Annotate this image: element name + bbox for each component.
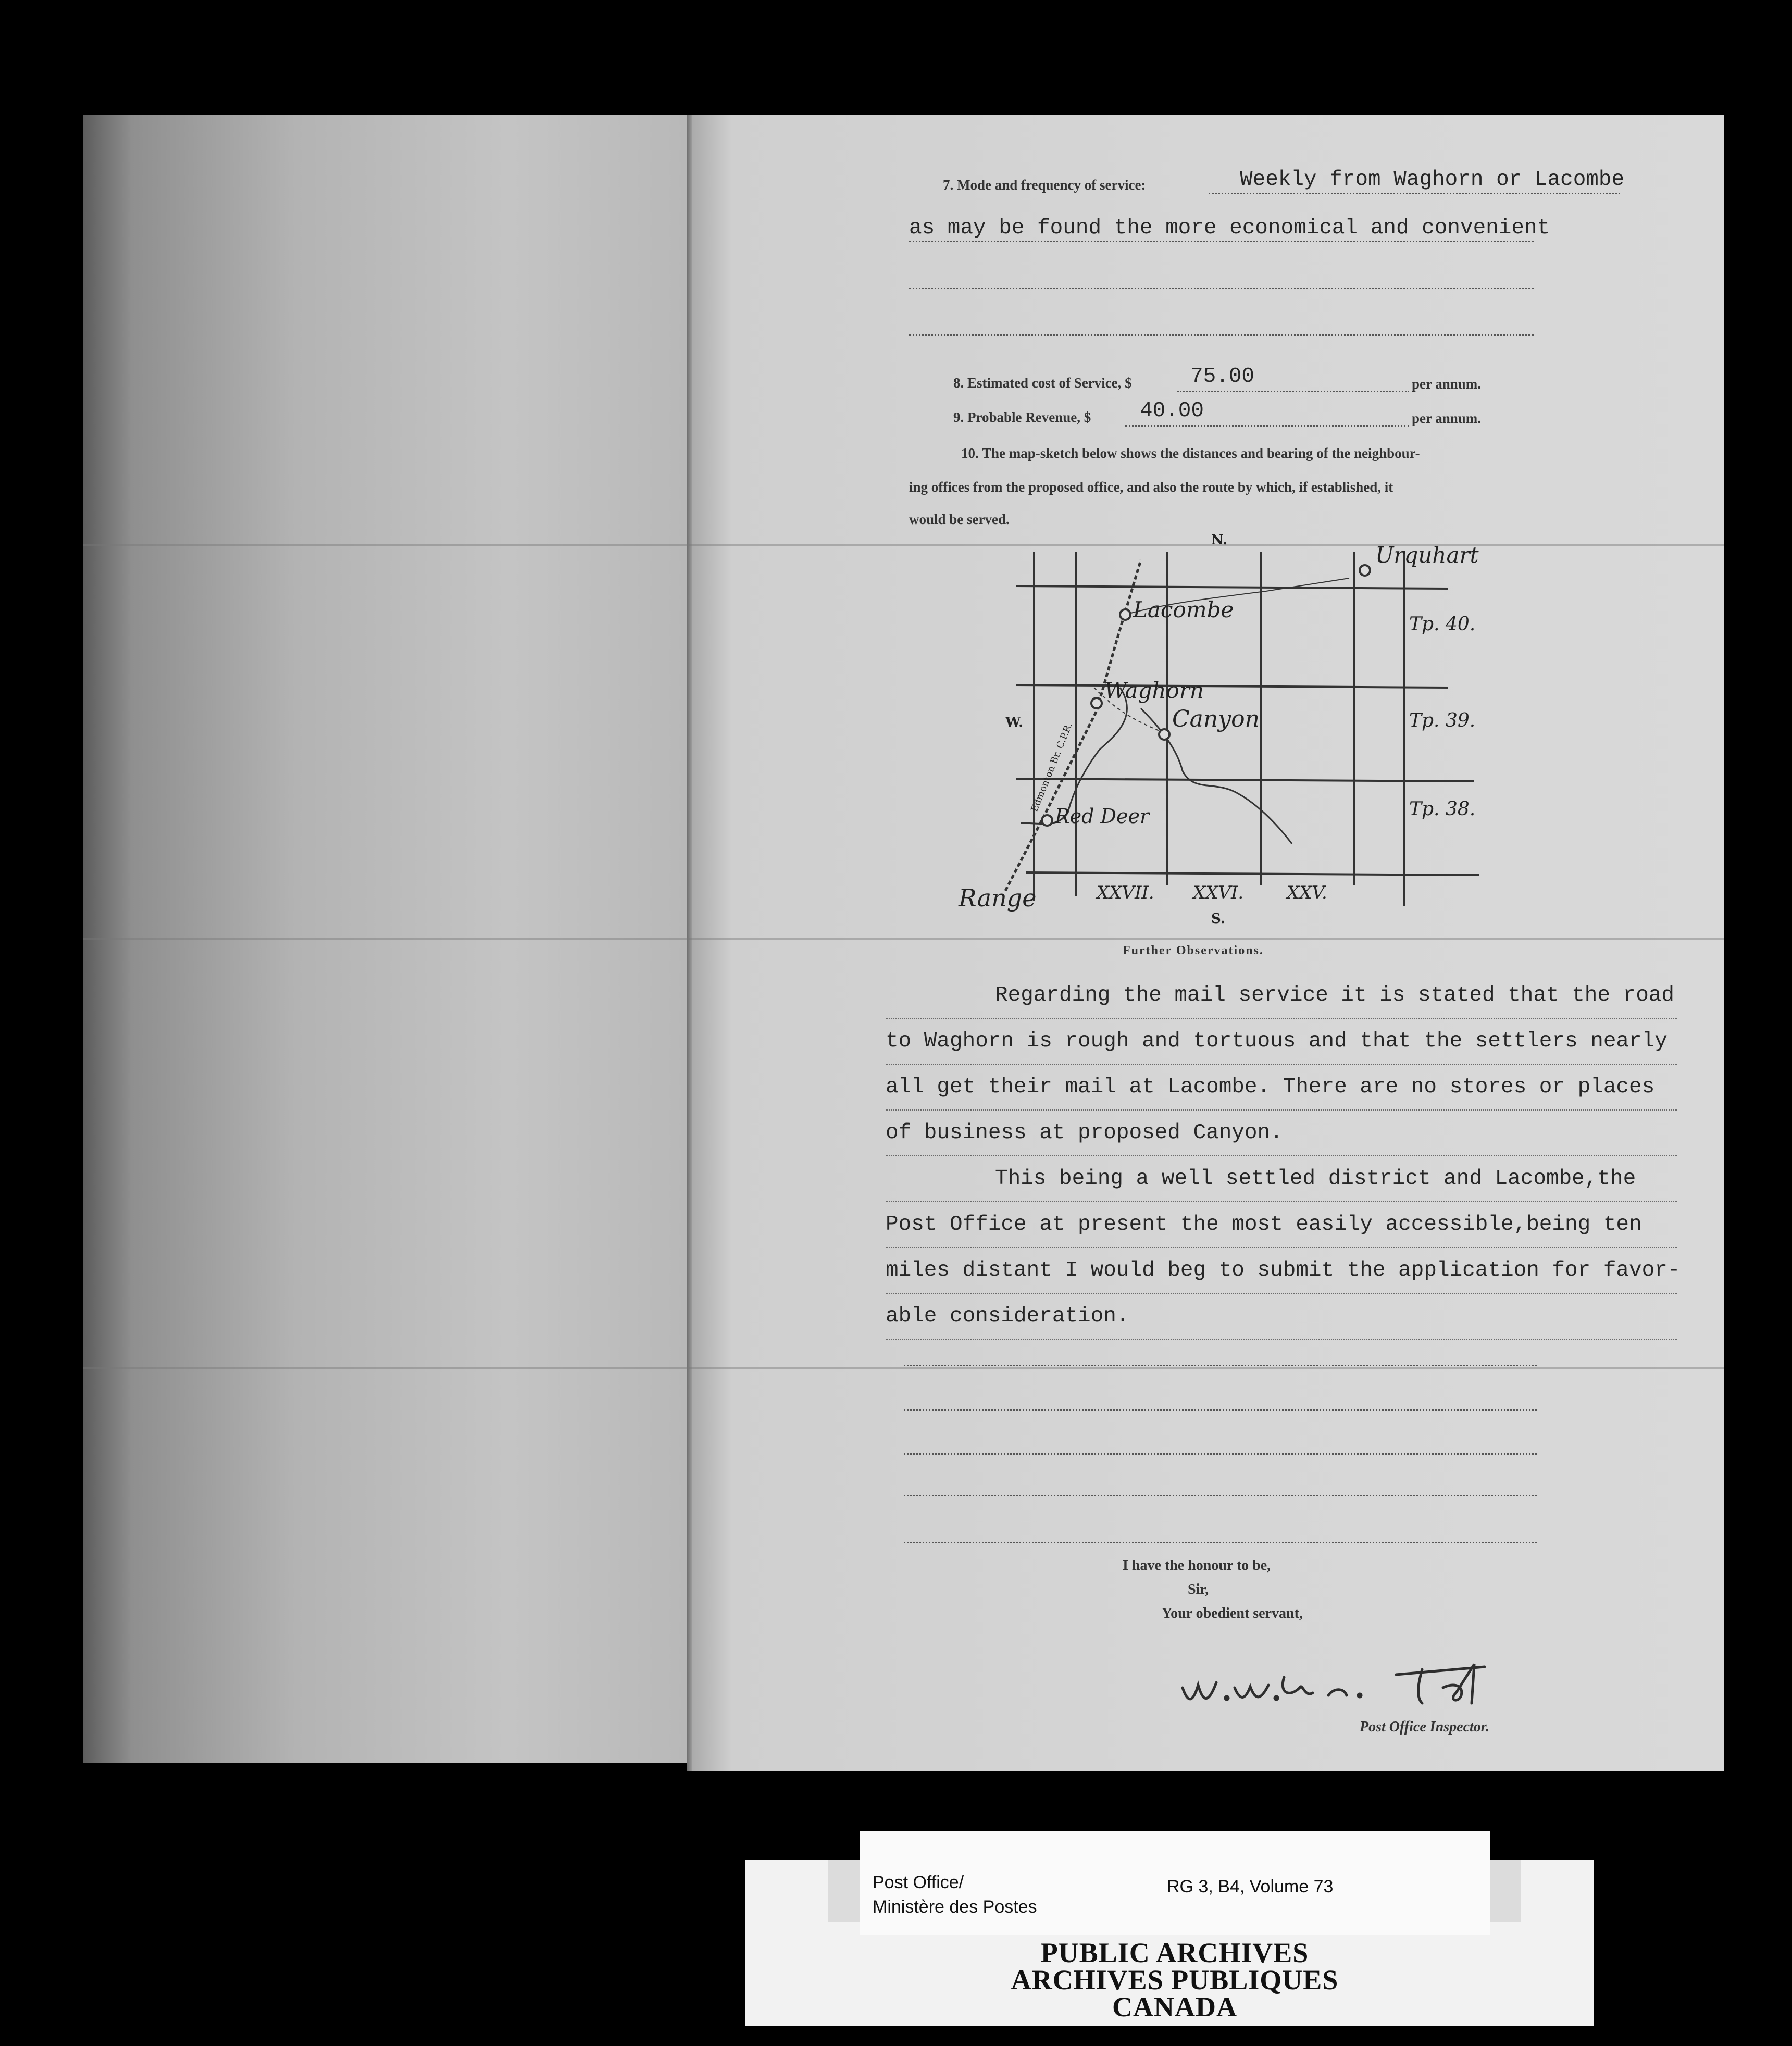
item8-value: 75.00 <box>1190 365 1255 389</box>
item7-label: 7. Mode and frequency of service: <box>943 177 1146 193</box>
label-archive-en: PUBLIC ARCHIVES <box>1040 1937 1309 1968</box>
map-south: S. <box>1211 911 1225 927</box>
label-tab <box>828 1860 860 1922</box>
observations-heading: Further Observations. <box>1123 944 1264 957</box>
dotted-line <box>904 1542 1537 1543</box>
place-urquhart: Urquhart <box>1375 542 1479 568</box>
dotted-line <box>1209 193 1620 194</box>
item9-value: 40.00 <box>1140 399 1204 423</box>
grid-line <box>1016 586 1448 589</box>
item9-suffix: per annum. <box>1412 410 1482 426</box>
observation-line: of business at proposed Canyon. <box>886 1111 1677 1156</box>
observation-line: to Waghorn is rough and tortuous and that the settlers nearly <box>886 1019 1677 1065</box>
place-waghorn: Waghorn <box>1104 678 1204 703</box>
dotted-line <box>904 1365 1537 1366</box>
dotted-line <box>1125 425 1409 427</box>
right-page <box>690 115 1724 1771</box>
label-dept-en: Post Office/ <box>873 1873 964 1892</box>
grid-line <box>1016 779 1474 781</box>
range-25: XXV. <box>1287 882 1327 903</box>
dotted-line <box>904 1453 1537 1455</box>
post-office-marker <box>1042 815 1052 826</box>
township-39: Tp. 39. <box>1409 710 1476 731</box>
observation-line: miles distant I would beg to submit the application for favor- <box>886 1248 1677 1294</box>
observation-line: Post Office at present the most easily accessible,being ten <box>886 1202 1677 1248</box>
place-red-deer: Red Deer <box>1055 805 1150 828</box>
observation-line: This being a well settled district and Lacombe,the <box>886 1156 1677 1202</box>
observations-body <box>886 973 1681 1340</box>
map-sketch <box>953 531 1490 927</box>
place-canyon: Canyon <box>1172 706 1260 732</box>
item10-line1: 10. The map-sketch below shows the distances and bearing of the neighbour- <box>961 445 1420 461</box>
item10-line3: would be served. <box>909 511 1010 527</box>
map-north: N. <box>1211 532 1228 548</box>
inspector-title: Post Office Inspector. <box>1360 1719 1490 1735</box>
closing-block <box>1084 1557 1344 1622</box>
fold-line <box>83 1367 1724 1369</box>
closing-line: Your obedient servant, <box>1162 1605 1303 1621</box>
label-dept-fr: Ministère des Postes <box>873 1897 1037 1917</box>
range-26: XXVI. <box>1193 882 1244 903</box>
signature <box>1172 1656 1526 1714</box>
township-40: Tp. 40. <box>1409 614 1476 635</box>
item7-value-line2: as may be found the more economical and convenient <box>909 216 1550 240</box>
post-office-marker <box>1159 729 1169 740</box>
label-tab <box>1490 1860 1521 1922</box>
observation-line: all get their mail at Lacombe. There are no stores or places <box>886 1065 1677 1111</box>
label-reference: RG 3, B4, Volume 73 <box>1167 1877 1334 1897</box>
railway-label: Edmonton Br. C.P.R. <box>1029 721 1075 814</box>
dotted-line <box>909 288 1534 289</box>
item8-suffix: per annum. <box>1412 376 1482 392</box>
township-38: Tp. 38. <box>1409 799 1476 820</box>
post-office-marker <box>1360 565 1370 576</box>
dotted-line <box>909 334 1534 336</box>
grid-line <box>1026 872 1479 875</box>
label-country: CANADA <box>1112 1991 1237 2023</box>
closing-line: I have the honour to be, <box>1123 1557 1271 1574</box>
page-spine <box>687 115 692 1771</box>
range-label: Range <box>959 884 1037 912</box>
item7-value-line1: Weekly from Waghorn or Lacombe <box>1240 168 1625 192</box>
label-archive-fr: ARCHIVES PUBLIQUES <box>1011 1964 1339 1995</box>
place-lacombe: Lacombe <box>1133 597 1234 622</box>
dotted-line <box>909 241 1534 242</box>
map-west: W. <box>1005 715 1024 730</box>
post-office-marker <box>1091 698 1102 708</box>
closing-line: Sir, <box>1188 1581 1209 1598</box>
item10-line2: ing offices from the proposed office, and also the route by which, if established, it <box>909 479 1393 495</box>
dotted-line <box>904 1495 1537 1496</box>
dotted-line <box>1177 391 1409 392</box>
observation-line: able consideration. <box>886 1294 1677 1340</box>
post-office-marker <box>1120 609 1130 620</box>
grid-line <box>1016 685 1448 688</box>
item9-label: 9. Probable Revenue, $ <box>953 409 1091 425</box>
fold-line <box>83 938 1724 940</box>
dotted-line <box>904 1409 1537 1411</box>
item8-label: 8. Estimated cost of Service, $ <box>953 375 1132 391</box>
observation-line: Regarding the mail service it is stated that the road <box>886 973 1677 1019</box>
range-27: XXVII. <box>1097 882 1154 903</box>
